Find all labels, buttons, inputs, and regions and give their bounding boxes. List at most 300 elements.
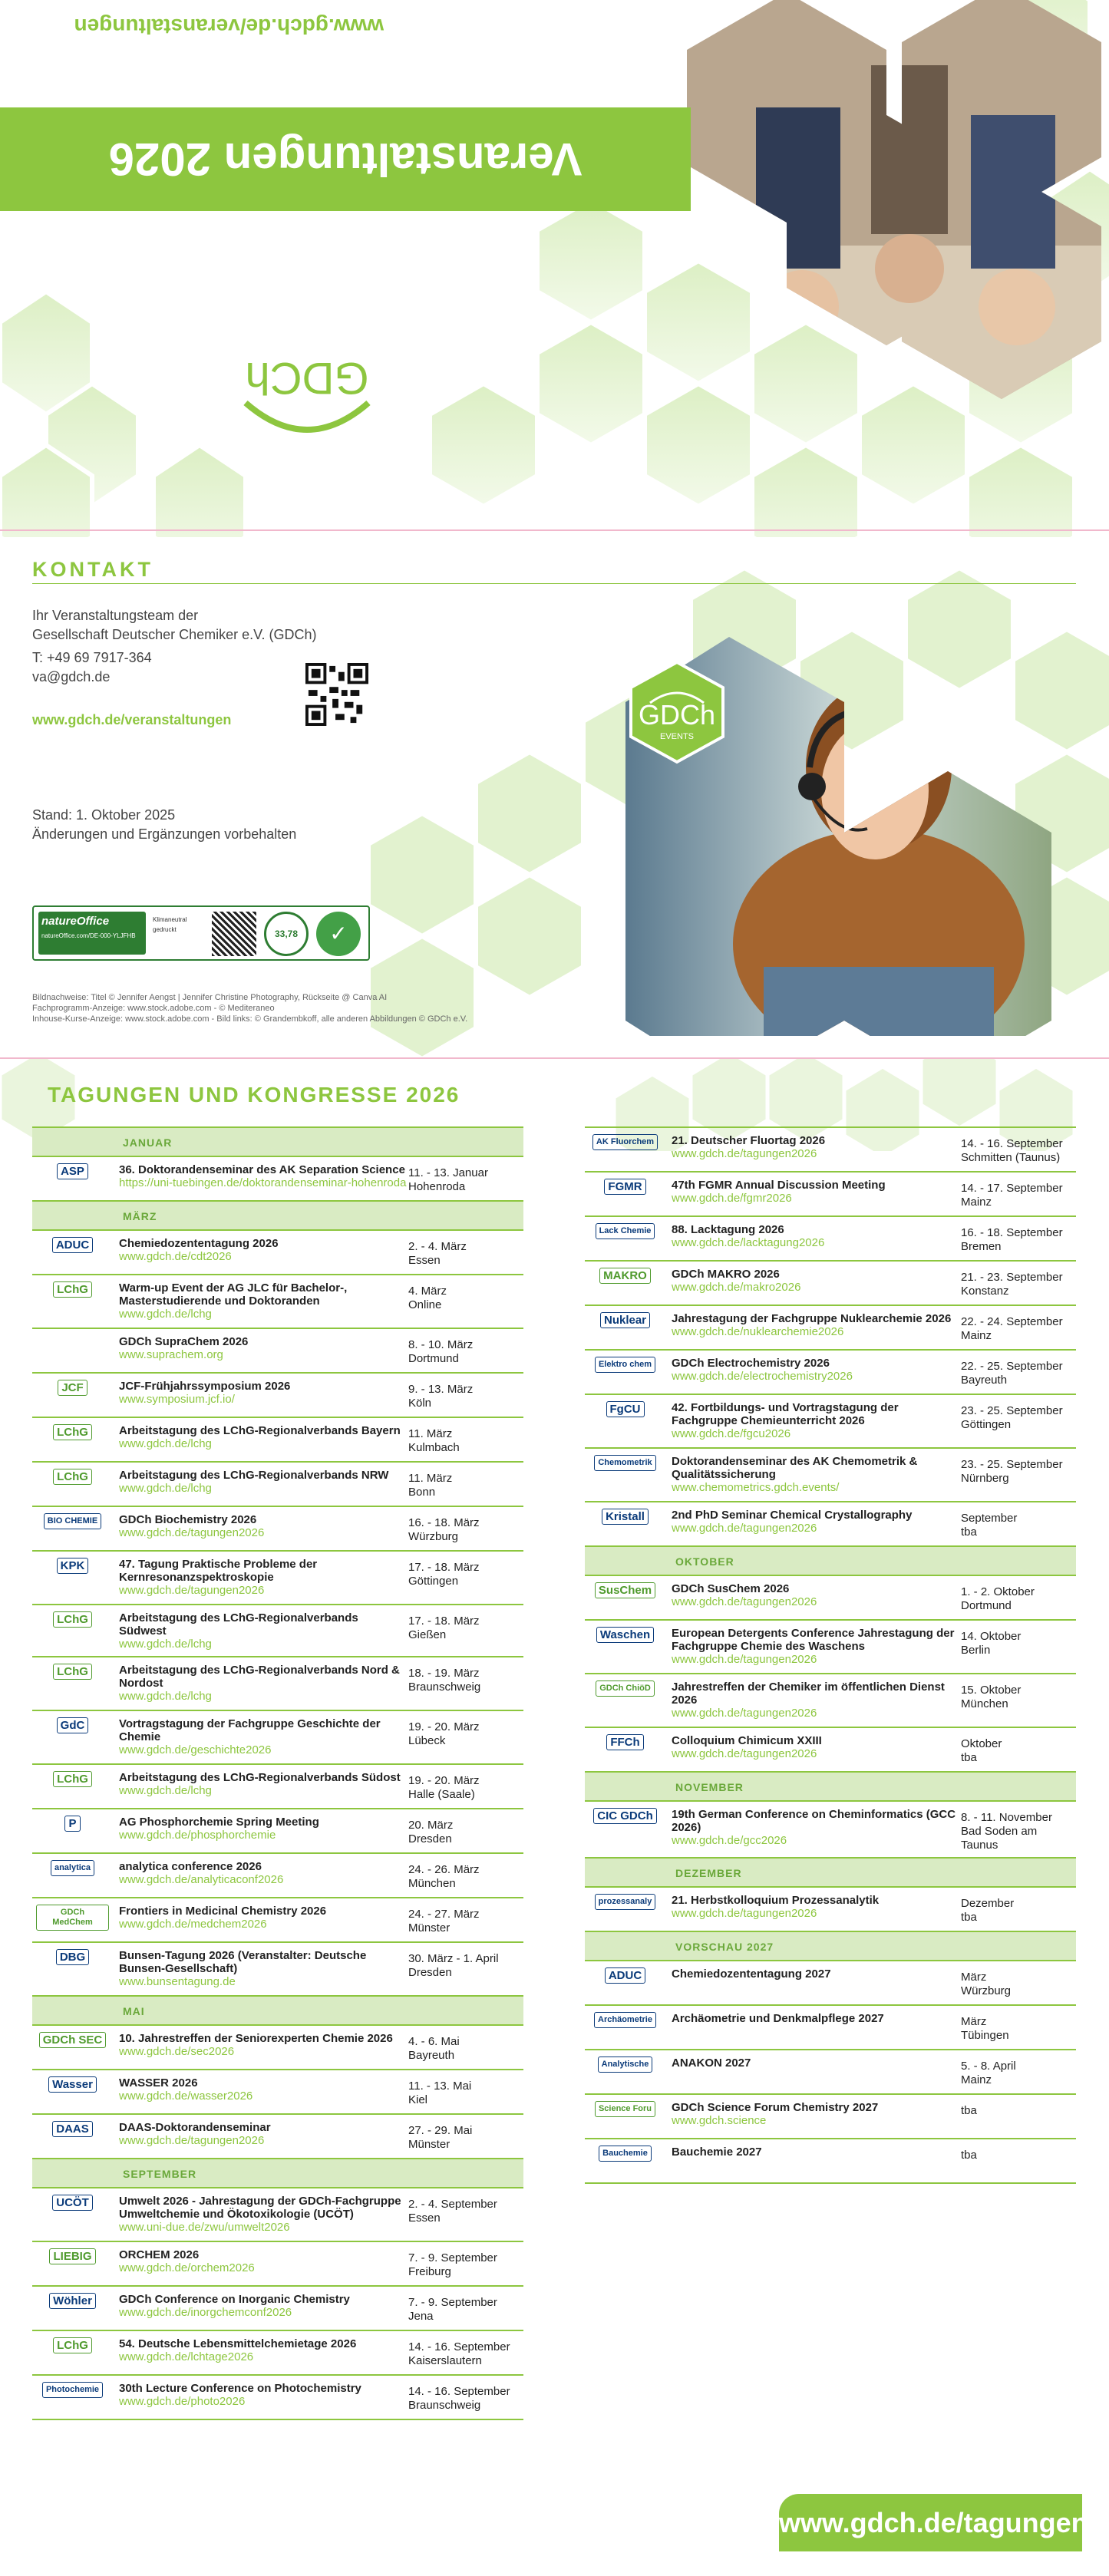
- month-header: VORSCHAU 2027: [585, 1931, 1076, 1960]
- event-title: Arbeitstagung des LChG-Regionalverbands Südwest: [119, 1611, 358, 1638]
- event-place: Essen: [408, 2212, 441, 2225]
- event-title: Vortragstagung der Fachgruppe Geschichte der Chemie: [119, 1717, 381, 1743]
- event-logo: AK Fluorchem: [585, 1133, 665, 1150]
- column-end-line: [32, 2419, 523, 2420]
- event-row: [585, 1126, 1076, 1171]
- event-info: [665, 1400, 961, 1441]
- event-url[interactable]: www.gdch.de/analyticaconf2026: [119, 1873, 284, 1886]
- event-row: [585, 1215, 1076, 1260]
- event-date-place: [961, 1966, 1076, 1998]
- event-logo: LChG: [32, 1610, 113, 1628]
- event-title: JCF-Frühjahrssymposium 2026: [119, 1380, 291, 1393]
- event-date-place: [961, 1266, 1076, 1298]
- event-place: Online: [408, 1298, 442, 1311]
- contact-note: Änderungen und Ergänzungen vorbehalten: [32, 826, 297, 842]
- event-row: [585, 1171, 1076, 1215]
- event-date-place: [961, 1133, 1076, 1165]
- event-place: Köln: [408, 1397, 432, 1410]
- event-date: 11. März: [408, 1472, 453, 1485]
- event-info: [113, 2336, 408, 2364]
- event-date-place: [961, 1507, 1076, 1539]
- check-icon: ✓: [316, 912, 361, 956]
- event-info: [665, 1453, 961, 1495]
- event-date-place: [408, 1235, 523, 1268]
- event-url[interactable]: www.gdch.de/fgcu2026: [672, 1427, 791, 1440]
- event-date: 2. - 4. September: [408, 2198, 497, 2211]
- event-date-place: [408, 1378, 523, 1410]
- event-row: [32, 1763, 523, 1808]
- contact-url[interactable]: www.gdch.de/veranstaltungen: [32, 712, 232, 727]
- event-row: [32, 1506, 523, 1550]
- event-url[interactable]: www.gdch.de/fgmr2026: [672, 1192, 792, 1205]
- event-date-place: [961, 1400, 1076, 1432]
- event-url[interactable]: www.gdch.de/geschichte2026: [119, 1743, 272, 1756]
- event-info: [665, 1806, 961, 1848]
- event-date-place: [408, 2291, 523, 2324]
- event-place: tba: [961, 1525, 977, 1539]
- event-logo: Wasser: [32, 2075, 113, 2093]
- event-info: [665, 1581, 961, 1609]
- event-row: [585, 1501, 1076, 1545]
- event-url[interactable]: www.gdch.de/tagungen2026: [119, 1584, 265, 1597]
- event-info: [113, 1334, 408, 1362]
- event-info: [113, 1423, 408, 1451]
- event-row: [32, 2069, 523, 2113]
- event-place: Halle (Saale): [408, 1788, 475, 1801]
- event-place: Würzburg: [961, 1984, 1012, 1997]
- event-place: Mainz: [961, 2073, 992, 2086]
- event-info: [665, 1266, 961, 1295]
- event-date-place: [408, 1610, 523, 1642]
- event-row: [32, 2374, 523, 2419]
- event-logo: P: [32, 1814, 113, 1832]
- event-logo: LChG: [32, 1280, 113, 1298]
- event-title: GDCh Electrochemistry 2026: [672, 1357, 830, 1370]
- event-url[interactable]: www.gdch.de/tagungen2026: [119, 1526, 265, 1539]
- event-date-place: [408, 1512, 523, 1544]
- event-title: 21. Deutscher Fluortag 2026: [672, 1134, 826, 1147]
- nature-office-text: natureOffice: [41, 915, 110, 928]
- contact-panel: [0, 0, 1109, 1059]
- event-date: 4. März: [408, 1285, 447, 1298]
- event-row: [585, 1673, 1076, 1727]
- event-info: [665, 1892, 961, 1921]
- month-header: NOVEMBER: [585, 1771, 1076, 1800]
- event-place: Kaiserslautern: [408, 2354, 482, 2367]
- event-logo: Elektro chem: [585, 1355, 665, 1373]
- event-info: [113, 1814, 408, 1842]
- event-logo: Chemometrik: [585, 1453, 665, 1471]
- event-info: [113, 1948, 408, 1989]
- event-url[interactable]: www.gdch.de/lchg: [119, 1308, 212, 1321]
- event-url[interactable]: www.uni-due.de/zwu/umwelt2026: [119, 2221, 290, 2234]
- event-place: Berlin: [961, 1644, 991, 1657]
- event-place: Bayreuth: [408, 2049, 455, 2062]
- event-row: [585, 2138, 1076, 2182]
- event-row: [585, 1304, 1076, 1349]
- event-date-place: [408, 1467, 523, 1499]
- event-row: [585, 1260, 1076, 1304]
- event-title: Colloquium Chimicum XXIII: [672, 1734, 822, 1747]
- event-row: [32, 1710, 523, 1763]
- event-url[interactable]: www.gdch.de/cdt2026: [119, 1250, 232, 1263]
- event-url[interactable]: www.gdch.science: [672, 2114, 767, 2127]
- event-title: Warm-up Event der AG JLC für Bachelor-, Masterstudierende und Doktoranden: [119, 1281, 348, 1308]
- event-logo: BIO CHEMIE: [32, 1512, 113, 1529]
- event-url[interactable]: www.gdch.de/inorgchemconf2026: [119, 2306, 292, 2319]
- credits-line2: Fachprogramm-Anzeige: www.stock.adobe.com - © Mediteraneo: [32, 1004, 275, 1013]
- event-info: [665, 1222, 961, 1250]
- event-date-place: [961, 1581, 1076, 1613]
- event-place: Kiel: [408, 2093, 428, 2106]
- event-date: 22. - 25. September: [961, 1360, 1063, 1373]
- event-date-place: [961, 1222, 1076, 1254]
- event-logo: GDCh MedChem: [32, 1903, 113, 1931]
- event-row: [32, 1941, 523, 1995]
- event-url[interactable]: www.gdch.de/lchg: [119, 1690, 212, 1703]
- event-title: GDCh Biochemistry 2026: [119, 1513, 257, 1526]
- event-date-place: [961, 1679, 1076, 1711]
- event-logo: LChG: [32, 1423, 113, 1440]
- event-date: 14. Oktober: [961, 1630, 1022, 1643]
- event-url[interactable]: www.gdch.de/medchem2026: [119, 1918, 267, 1931]
- event-url[interactable]: www.gdch.de/lacktagung2026: [672, 1236, 825, 1249]
- event-logo: UCÖT: [32, 2193, 113, 2211]
- event-date-place: [408, 1716, 523, 1748]
- event-date-place: [961, 1453, 1076, 1486]
- event-url[interactable]: www.gdch.de/electrochemistry2026: [672, 1370, 853, 1383]
- event-url[interactable]: www.gdch.de/lchg: [119, 1638, 212, 1651]
- event-date: 21. - 23. September: [961, 1271, 1063, 1284]
- event-date-place: [408, 2247, 523, 2279]
- event-date: März: [961, 2015, 987, 2028]
- event-info: [665, 1966, 961, 1981]
- event-date-place: [408, 2075, 523, 2107]
- event-title: 47th FGMR Annual Discussion Meeting: [672, 1179, 886, 1192]
- event-info: [113, 1162, 408, 1190]
- event-row: [585, 1886, 1076, 1931]
- event-title: Frontiers in Medicinal Chemistry 2026: [119, 1905, 327, 1918]
- event-place: Jena: [408, 2310, 434, 2323]
- event-title: 19th German Conference on Cheminformatics (GCC 2026): [672, 1808, 956, 1834]
- event-logo: JCF: [32, 1378, 113, 1396]
- event-logo: DBG: [32, 1948, 113, 1965]
- event-row: [32, 1897, 523, 1941]
- event-info: [113, 1378, 408, 1407]
- event-logo: Wöhler: [32, 2291, 113, 2309]
- cover-title: Veranstaltungen 2026: [0, 107, 691, 211]
- event-date: 16. - 18. März: [408, 1516, 480, 1529]
- contact-email[interactable]: va@gdch.de: [32, 669, 111, 684]
- event-url[interactable]: www.symposium.jcf.io/: [119, 1393, 235, 1406]
- event-title: 42. Fortbildungs- und Vortragstagung der Fachgruppe Chemieunterricht 2026: [672, 1401, 899, 1427]
- event-url[interactable]: www.gdch.de/lchg: [119, 1784, 212, 1797]
- event-title: AG Phosphorchemie Spring Meeting: [119, 1816, 319, 1829]
- event-date: 27. - 29. Mai: [408, 2124, 473, 2137]
- event-row: [32, 1808, 523, 1852]
- event-place: tba: [961, 1751, 977, 1764]
- gdch-badge-sub: EVENTS: [659, 732, 695, 741]
- event-url[interactable]: www.gdch.de/tagungen2026: [672, 1595, 817, 1608]
- event-date: 11. März: [408, 1427, 453, 1440]
- event-place: Braunschweig: [408, 2399, 481, 2412]
- event-url[interactable]: https://uni-tuebingen.de/doktorandenseminar-hohenroda: [119, 1176, 407, 1189]
- event-url[interactable]: www.gdch.de/tagungen2026: [672, 1147, 817, 1160]
- event-logo: DAAS: [32, 2119, 113, 2137]
- event-place: Hohenroda: [408, 1180, 466, 1193]
- event-url[interactable]: www.gdch.de/tagungen2026: [672, 1653, 817, 1666]
- event-logo: LChG: [32, 1467, 113, 1485]
- event-date: 11. - 13. Januar: [408, 1166, 488, 1179]
- event-title: ORCHEM 2026: [119, 2248, 200, 2261]
- event-row: [32, 1852, 523, 1897]
- event-date-place: [961, 2010, 1076, 2043]
- event-row: [585, 1800, 1076, 1857]
- month-header: MÄRZ: [32, 1200, 523, 1229]
- event-place: Münster: [408, 2138, 451, 2151]
- event-url[interactable]: www.chemometrics.gdch.events/: [672, 1481, 840, 1494]
- month-header: SEPTEMBER: [32, 2158, 523, 2187]
- climate-text: Klimaneutral gedruckt: [153, 916, 187, 933]
- event-date-place: [408, 2336, 523, 2368]
- gdch-events-badge: [623, 658, 731, 766]
- event-logo: Nuklear: [585, 1311, 665, 1328]
- gdch-logo-text: GDCh: [245, 353, 369, 403]
- event-title: 21. Herbstkolloquium Prozessanalytik: [672, 1894, 880, 1907]
- event-logo: GdC: [32, 1716, 113, 1733]
- event-date: 4. - 6. Mai: [408, 2035, 460, 2048]
- event-info: [113, 2030, 408, 2059]
- event-date-place: [408, 1903, 523, 1935]
- contact-line2: Gesellschaft Deutscher Chemiker e.V. (GDCh): [32, 627, 317, 642]
- event-date: tba: [961, 2104, 977, 2117]
- event-date: 24. - 26. März: [408, 1863, 480, 1876]
- event-place: Konstanz: [961, 1285, 1009, 1298]
- event-row: [585, 1447, 1076, 1501]
- event-date: 18. - 19. März: [408, 1667, 480, 1680]
- column-end-line: [585, 2182, 1076, 2184]
- event-date: 17. - 18. März: [408, 1615, 480, 1628]
- event-date: 16. - 18. September: [961, 1226, 1063, 1239]
- event-date: Dezember: [961, 1897, 1015, 1910]
- nature-office-id: natureOffice.com/DE-000-YLJFHB: [41, 932, 136, 939]
- event-row: [32, 1328, 523, 1372]
- event-logo: MAKRO: [585, 1266, 665, 1284]
- event-date-place: [408, 1859, 523, 1891]
- event-place: Braunschweig: [408, 1681, 481, 1694]
- event-row: [585, 1619, 1076, 1673]
- event-title: GDCh SupraChem 2026: [119, 1335, 249, 1348]
- event-date-place: [961, 1355, 1076, 1387]
- event-url[interactable]: www.gdch.de/tagungen2026: [672, 1707, 817, 1720]
- event-date: 24. - 27. März: [408, 1908, 480, 1921]
- event-title: WASSER 2026: [119, 2076, 198, 2089]
- event-title: Archäometrie und Denkmalpflege 2027: [672, 2012, 884, 2025]
- event-url[interactable]: www.gdch.de/nuklearchemie2026: [672, 1325, 844, 1338]
- event-date: 9. - 13. März: [408, 1383, 474, 1396]
- event-place: Tübingen: [961, 2029, 1009, 2042]
- event-url[interactable]: www.gdch.de/tagungen2026: [672, 1907, 817, 1920]
- event-url[interactable]: www.bunsentagung.de: [119, 1975, 236, 1988]
- event-url[interactable]: www.gdch.de/gcc2026: [672, 1834, 787, 1847]
- event-title: analytica conference 2026: [119, 1860, 262, 1873]
- event-url[interactable]: www.gdch.de/wasser2026: [119, 2089, 253, 2103]
- event-info: [665, 2144, 961, 2159]
- event-url[interactable]: www.gdch.de/tagungen2026: [672, 1747, 817, 1760]
- event-date-place: [961, 1733, 1076, 1765]
- event-date-place: [408, 1662, 523, 1694]
- event-info: [113, 1556, 408, 1598]
- event-place: Bad Soden am Taunus: [961, 1825, 1038, 1852]
- event-date: 7. - 9. September: [408, 2296, 497, 2309]
- event-row: [585, 1394, 1076, 1447]
- event-logo: GDCh ChiöD: [585, 1679, 665, 1697]
- event-date: 20. März: [408, 1819, 454, 1832]
- event-row: [585, 1349, 1076, 1394]
- qr-code[interactable]: [305, 663, 368, 726]
- event-date-place: [408, 1280, 523, 1312]
- event-title: ANAKON 2027: [672, 2057, 751, 2070]
- event-title: GDCh Conference on Inorganic Chemistry: [119, 2293, 350, 2306]
- event-date-place: [961, 1625, 1076, 1657]
- event-title: 10. Jahrestreffen der Seniorexperten Chemie 2026: [119, 2032, 393, 2045]
- event-info: [113, 1903, 408, 1931]
- event-info: [665, 1177, 961, 1206]
- event-url[interactable]: www.gdch.de/orchem2026: [119, 2261, 255, 2274]
- nature-office-logo: [38, 912, 146, 955]
- event-info: [113, 2380, 408, 2409]
- bottom-url-banner[interactable]: www.gdch.de/tagungen: [779, 2494, 1082, 2551]
- event-info: [113, 2247, 408, 2275]
- event-title: Chemiedozententagung 2027: [672, 1967, 831, 1981]
- climate-value: 33,78: [264, 912, 309, 956]
- event-url[interactable]: www.gdch.de/tagungen2026: [119, 2134, 265, 2147]
- event-date-place: [408, 1814, 523, 1846]
- contact-heading: KONTAKT: [32, 558, 153, 581]
- event-date-place: [408, 1162, 523, 1194]
- event-info: [113, 1770, 408, 1798]
- event-date: 19. - 20. März: [408, 1720, 480, 1733]
- event-date-place: [961, 1892, 1076, 1925]
- event-logo: ADUC: [585, 1966, 665, 1984]
- event-info: [113, 2193, 408, 2235]
- event-logo: [32, 1334, 113, 1335]
- event-row: [32, 1156, 523, 1200]
- event-url[interactable]: www.suprachem.org: [119, 1348, 223, 1361]
- event-logo: Lack Chemie: [585, 1222, 665, 1239]
- event-url[interactable]: www.gdch.de/sec2026: [119, 2045, 235, 2058]
- event-date: tba: [961, 2149, 977, 2162]
- event-url[interactable]: www.gdch.de/lchg: [119, 1437, 212, 1450]
- event-row: [32, 1604, 523, 1656]
- event-logo: Bauchemie: [585, 2144, 665, 2162]
- event-title: GDCh Science Forum Chemistry 2027: [672, 2101, 879, 2114]
- event-row: [32, 2285, 523, 2330]
- event-title: Chemiedozententagung 2026: [119, 1237, 279, 1250]
- event-info: [665, 1133, 961, 1161]
- event-url[interactable]: www.gdch.de/makro2026: [672, 1281, 801, 1294]
- event-url[interactable]: www.gdch.de/lchg: [119, 1482, 212, 1495]
- event-logo: FGMR: [585, 1177, 665, 1195]
- event-row: [32, 1550, 523, 1604]
- event-title: Jahrestagung der Fachgruppe Nuklearchemie 2026: [672, 1312, 952, 1325]
- cover-url[interactable]: www.gdch.de/veranstaltungen: [74, 15, 384, 38]
- event-date-place: [408, 1948, 523, 1980]
- event-date: 15. Oktober: [961, 1684, 1022, 1697]
- month-header: DEZEMBER: [585, 1857, 1076, 1886]
- event-row: [32, 1372, 523, 1417]
- event-info: [113, 1662, 408, 1704]
- event-logo: LChG: [32, 1770, 113, 1787]
- contact-divider: [32, 583, 1076, 584]
- event-logo: ASP: [32, 1162, 113, 1179]
- event-date: 5. - 8. April: [961, 2060, 1016, 2073]
- event-place: Münster: [408, 1921, 451, 1934]
- event-info: [113, 1235, 408, 1264]
- event-title: 47. Tagung Praktische Probleme der Kernresonanzspektroskopie: [119, 1558, 318, 1584]
- event-url[interactable]: www.gdch.de/photo2026: [119, 2395, 246, 2408]
- event-place: Kulmbach: [408, 1441, 460, 1454]
- event-info: [113, 1280, 408, 1321]
- event-row: [32, 1656, 523, 1710]
- event-row: [32, 2113, 523, 2158]
- month-header: MAI: [32, 1995, 523, 2024]
- event-title: Arbeitstagung des LChG-Regionalverbands NRW: [119, 1469, 389, 1482]
- event-title: Doktorandenseminar des AK Chemometrik & Qualitätssicherung: [672, 1455, 918, 1481]
- event-place: Gießen: [408, 1628, 447, 1641]
- event-logo: FgCU: [585, 1400, 665, 1417]
- event-place: Schmitten (Taunus): [961, 1151, 1061, 1164]
- event-place: Essen: [408, 1254, 441, 1267]
- event-info: [665, 2099, 961, 2128]
- event-date: 23. - 25. September: [961, 1458, 1063, 1471]
- event-info: [665, 1679, 961, 1720]
- contact-stand: Stand: 1. Oktober 2025: [32, 807, 176, 823]
- event-info: [113, 2075, 408, 2103]
- event-info: [113, 1512, 408, 1540]
- event-logo: Waschen: [585, 1625, 665, 1643]
- event-url[interactable]: www.gdch.de/lchtage2026: [119, 2350, 254, 2363]
- credits-line1: Bildnachweise: Titel © Jennifer Aengst | Jennifer Christine Photography, Rückseite @ Canva AI: [32, 993, 388, 1002]
- event-date: 17. - 18. März: [408, 1561, 480, 1574]
- event-row: [32, 2187, 523, 2241]
- event-title: Arbeitstagung des LChG-Regionalverbands Südost: [119, 1771, 401, 1784]
- event-title: European Detergents Conference Jahrestagung der Fachgruppe Chemie des Waschens: [672, 1627, 955, 1653]
- event-place: Dortmund: [408, 1352, 459, 1365]
- event-info: [113, 1859, 408, 1887]
- event-date-place: [961, 1806, 1076, 1852]
- event-place: Dresden: [408, 1966, 452, 1979]
- credits-line3: Inhouse-Kurse-Anzeige: www.stock.adobe.com - Bild links: © Grandembkoff, alle anderen Abbildungen © GDCh e.V.: [32, 1014, 468, 1024]
- event-date-place: [408, 1423, 523, 1455]
- contact-line1: Ihr Veranstaltungsteam der: [32, 608, 199, 623]
- event-row: [585, 1575, 1076, 1619]
- events-column-right: [585, 1126, 1076, 2184]
- event-info: [113, 1467, 408, 1496]
- event-date: 8. - 10. März: [408, 1338, 474, 1351]
- event-logo: analytica: [32, 1859, 113, 1876]
- event-logo: GDCh SEC: [32, 2030, 113, 2048]
- event-url[interactable]: www.gdch.de/tagungen2026: [672, 1522, 817, 1535]
- event-title: Bauchemie 2027: [672, 2146, 762, 2159]
- contact-phone[interactable]: T: +49 69 7917-364: [32, 650, 152, 665]
- event-url[interactable]: www.gdch.de/phosphorchemie: [119, 1829, 276, 1842]
- event-info: [113, 1610, 408, 1651]
- event-logo: KPK: [32, 1556, 113, 1574]
- month-header: JANUAR: [32, 1126, 523, 1156]
- event-title: DAAS-Doktorandenseminar: [119, 2121, 271, 2134]
- event-row: [32, 2241, 523, 2285]
